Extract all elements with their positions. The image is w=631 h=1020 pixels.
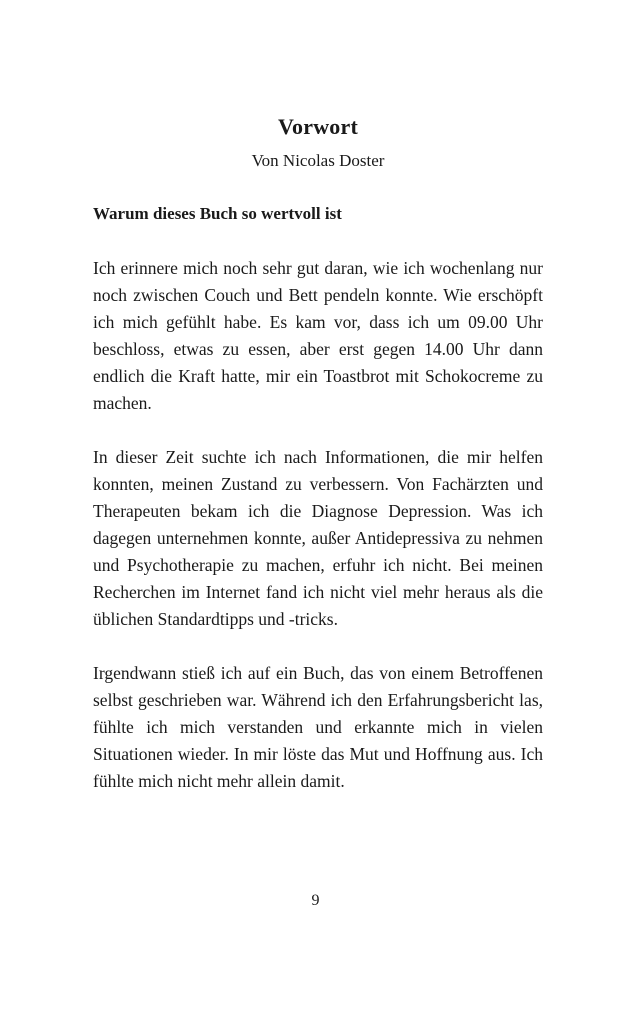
section-heading: Warum dieses Buch so wertvoll ist: [93, 203, 342, 223]
page-number: 9: [311, 892, 320, 909]
body-paragraph: Irgendwann stieß ich auf ein Buch, das von einem Betroffenen selbst geschrieben war. Während ich den Erfahrungsbericht las, fühlte ich mich verstanden und erkannte mich in vielen Situationen wieder. In mir löste das Mut und Hoffnung aus. Ich fühlte mich nicht mehr allein damit.: [93, 662, 543, 791]
body-paragraph: In dieser Zeit suchte ich nach Informationen, die mir helfen konnten, meinen Zustand zu verbessern. Von Fachärzten und Therapeuten bekam ich die Diagnose Depression. Was ich dagegen unternehmen konnte, außer Antidepressiva zu nehmen und Psychotherapie zu machen, erfuhr ich nicht. Bei meinen Recherchen im Internet fand ich nicht viel mehr heraus als die üblichen Standardtipps und -tricks.: [93, 446, 543, 629]
chapter-byline: Von Nicolas Doster: [251, 150, 385, 170]
body-paragraph: Ich erinnere mich noch sehr gut daran, wie ich wochenlang nur noch zwischen Couch und Bett pendeln konnte. Wie erschöpft ich mich gefühlt habe. Es kam vor, dass ich um 09.00 Uhr beschloss, etwas zu essen, aber erst gegen 14.00 Uhr dann endlich die Kraft hatte, mir ein Toastbrot mit Schokocreme zu machen.: [93, 257, 543, 413]
chapter-title: Vorwort: [277, 114, 358, 139]
text-block: [93, 0, 543, 795]
